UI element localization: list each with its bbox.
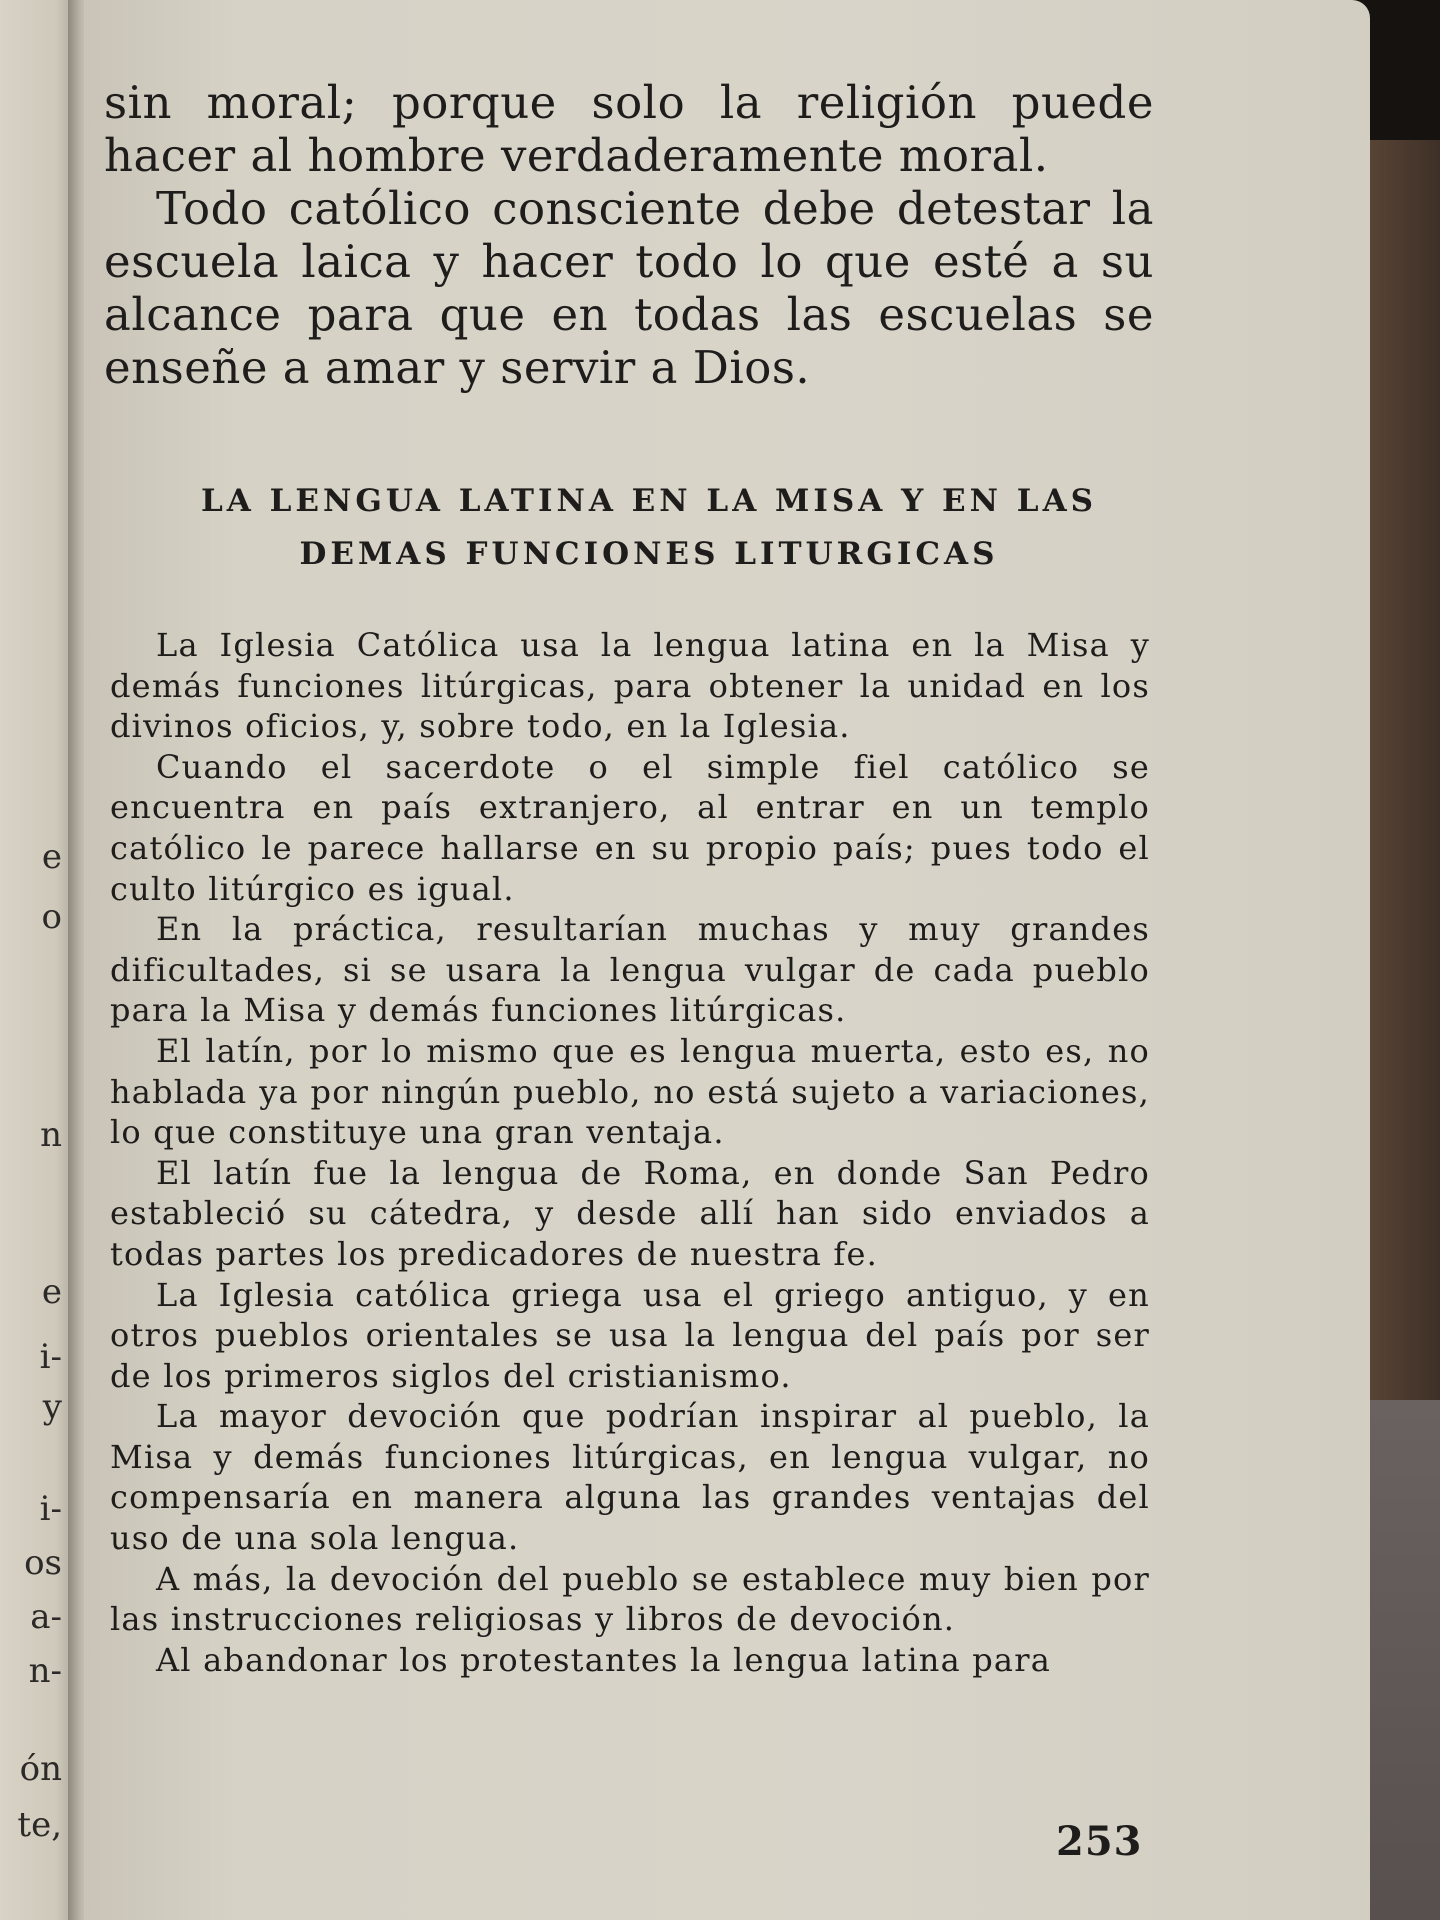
paragraph: Al abandonar los protestantes la lengua latina para — [156, 1640, 1051, 1679]
paragraph: Cuando el sacerdote o el simple fiel católico se encuentra en país extranjero, al entrar en un templo católico le parece hallarse en su propio país; pues todo el culto litúrgico es igual. — [110, 747, 1150, 908]
left-page-fragment: e — [41, 1272, 62, 1312]
paragraph: La mayor devoción que podrían inspirar al pueblo, la Misa y demás funciones litúrgicas, en lengua vulgar, no compensaría en manera alguna las grandes ventajas del uso de una sola lengua. — [110, 1397, 1150, 1558]
left-page-fragment: y — [42, 1387, 62, 1427]
paragraph: sin moral; porque solo la religión puede hacer al hombre verdaderamente moral. — [104, 76, 1154, 182]
paragraph: En la práctica, resultarían muchas y muy grandes dificultades, si se usara la lengua vulgar de cada pueblo para la Misa y demás funciones litúrgicas. — [110, 910, 1150, 1030]
body-text-block — [110, 625, 1150, 1680]
heading-line-2: DEMAS FUNCIONES LITURGICAS — [299, 536, 999, 572]
left-page-fragment: n- — [28, 1651, 62, 1691]
paragraph: Todo católico consciente debe detestar la escuela laica y hacer todo lo que esté a su alcance para que en todas las escuelas se enseñe a amar y servir a Dios. — [104, 182, 1154, 394]
left-page-fragment: i- — [39, 1337, 62, 1377]
page-number: 253 — [1056, 1818, 1143, 1865]
left-page-fragment: te, — [17, 1805, 62, 1845]
top-text-block — [104, 76, 1154, 394]
left-page-fragment: ón — [19, 1749, 62, 1789]
section-heading — [124, 475, 1174, 581]
book-page — [84, 0, 1370, 1920]
heading-line-1: LA LENGUA LATINA EN LA MISA Y EN LAS — [200, 483, 1098, 519]
left-page-fragment: os — [24, 1543, 62, 1583]
paragraph: A más, la devoción del pueblo se establece muy bien por las instrucciones religiosas y libros de devoción. — [110, 1559, 1150, 1639]
paragraph: El latín, por lo mismo que es lengua muerta, esto es, no hablada ya por ningún pueblo, no está sujeto a variaciones, lo que constituye una gran ventaja. — [110, 1031, 1150, 1152]
paragraph: El latín fue la lengua de Roma, en donde San Pedro estableció su cátedra, y desde allí han sido enviados a todas partes los predicadores de nuestra fe. — [110, 1153, 1150, 1273]
left-page-fragment: e — [41, 837, 62, 877]
paragraph: La Iglesia Católica usa la lengua latina en la Misa y demás funciones litúrgicas, para obtener la unidad en los divinos oficios, y, sobre todo, en la Iglesia. — [110, 626, 1150, 746]
left-page-fragment: a- — [30, 1597, 62, 1637]
left-page-fragment: i- — [39, 1489, 62, 1529]
left-page-fragment: n — [40, 1115, 62, 1155]
paragraph: La Iglesia católica griega usa el griego antiguo, y en otros pueblos orientales se usa la lengua del país por ser de los primeros siglos del cristianismo. — [110, 1275, 1150, 1395]
left-page-fragment: o — [41, 897, 62, 937]
